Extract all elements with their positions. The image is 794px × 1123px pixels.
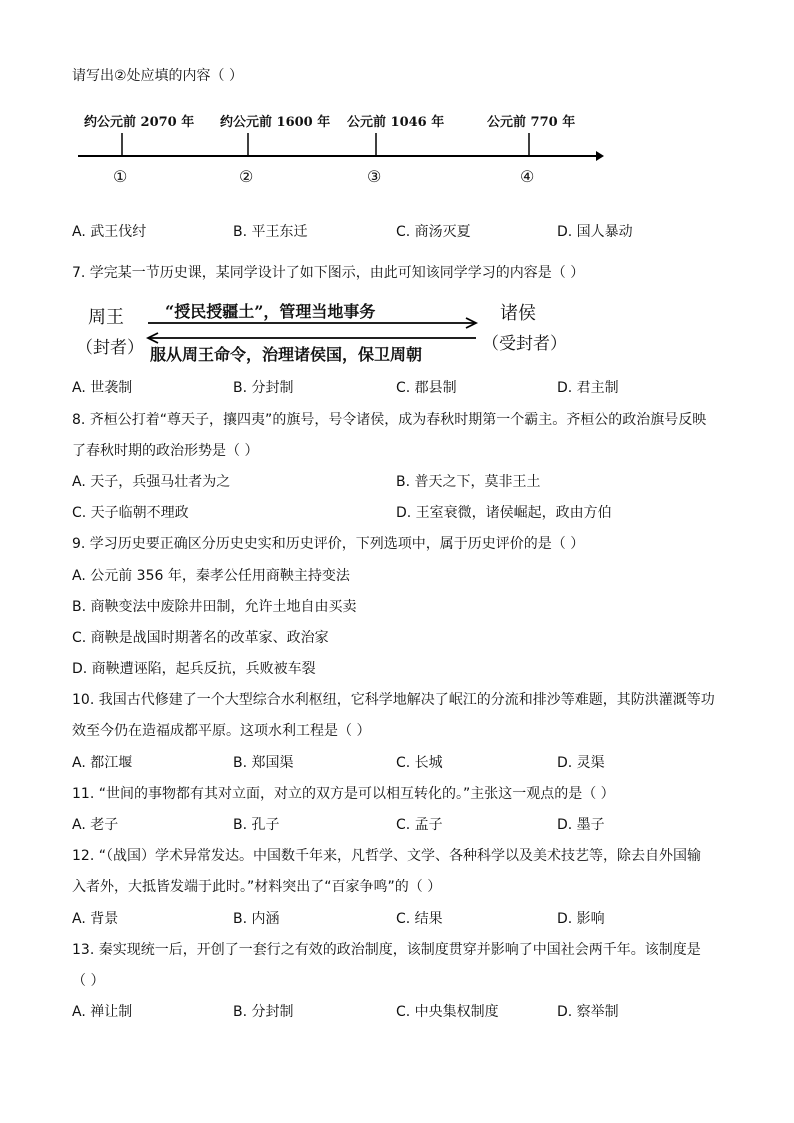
- diagram-left-sub: （封者）: [76, 338, 144, 358]
- q13-option-a[interactable]: A. 禅让制: [72, 1004, 133, 1020]
- q10-option-c[interactable]: C. 长城: [396, 755, 443, 771]
- q11-stem: 11. “世间的事物都有其对立面，对立的双方是可以相互转化的。”主张这一观点的是（ ）: [72, 786, 615, 802]
- q7-option-b[interactable]: B. 分封制: [233, 380, 294, 396]
- q6-prompt: 请写出②处应填的内容（ ）: [72, 68, 244, 84]
- q6-option-c[interactable]: C. 商汤灭夏: [396, 224, 471, 240]
- q7-option-d[interactable]: D. 君主制: [557, 380, 619, 396]
- q12-stem-line1: 12. “（战国）学术异常发达。中国数千年来，凡哲学、文学、各种科学以及美术技艺等，除去自外国输: [72, 848, 701, 864]
- timeline-marker-4: ④: [520, 167, 535, 186]
- q11-option-b[interactable]: B. 孔子: [233, 817, 280, 833]
- diagram-arrows: [0, 300, 794, 360]
- timeline-marker-2: ②: [239, 167, 254, 186]
- q13-stem-line1: 13. 秦实现统一后，开创了一套行之有效的政治制度，该制度贯穿并影响了中国社会两千年。该制度是: [72, 942, 701, 958]
- q13-option-b[interactable]: B. 分封制: [233, 1004, 294, 1020]
- q7-option-c[interactable]: C. 郡县制: [396, 380, 457, 396]
- q9-stem: 9. 学习历史要正确区分历史史实和历史评价，下列选项中，属于历史评价的是（ ）: [72, 536, 585, 552]
- q13-option-c[interactable]: C. 中央集权制度: [396, 1004, 499, 1020]
- q11-option-c[interactable]: C. 孟子: [396, 817, 443, 833]
- diagram-top-text: “授民授疆土”，管理当地事务: [165, 302, 376, 321]
- q9-option-b[interactable]: B. 商鞅变法中废除井田制，允许土地自由买卖: [72, 599, 357, 615]
- timeline-arrowhead: [596, 151, 604, 161]
- q12-option-a[interactable]: A. 背景: [72, 911, 119, 927]
- q9-option-a[interactable]: A. 公元前 356 年，秦孝公任用商鞅主持变法: [72, 568, 350, 584]
- q7-option-a[interactable]: A. 世袭制: [72, 380, 133, 396]
- diagram-right-title: 诸侯: [500, 303, 536, 324]
- q8-stem-line2: 了春秋时期的政治形势是（ ）: [72, 443, 259, 459]
- timeline-label-4: 公元前 770 年: [487, 115, 576, 130]
- timeline-label-2: 约公元前 1600 年: [220, 115, 331, 130]
- q7-stem: 7. 学完某一节历史课，某同学设计了如下图示，由此可知该同学学习的内容是（ ）: [72, 265, 585, 281]
- timeline-label-1: 约公元前 2070 年: [84, 115, 195, 130]
- q10-option-a[interactable]: A. 都江堰: [72, 755, 133, 771]
- q9-option-c[interactable]: C. 商鞅是战国时期著名的改革家、政治家: [72, 630, 329, 646]
- q6-option-a[interactable]: A. 武王伐纣: [72, 224, 147, 240]
- timeline-marker-1: ①: [113, 167, 128, 186]
- q8-option-a[interactable]: A. 天子，兵强马壮者为之: [72, 474, 231, 490]
- q10-option-d[interactable]: D. 灵渠: [557, 755, 605, 771]
- q12-option-b[interactable]: B. 内涵: [233, 911, 280, 927]
- q10-stem-line2: 效至今仍在造福成都平原。这项水利工程是（ ）: [72, 723, 371, 739]
- q8-option-d[interactable]: D. 王室衰微，诸侯崛起，政由方伯: [396, 505, 612, 521]
- q6-option-b[interactable]: B. 平王东迁: [233, 224, 308, 240]
- q9-option-d[interactable]: D. 商鞅遭诬陷，起兵反抗，兵败被车裂: [72, 661, 316, 677]
- diagram-left-title: 周王: [88, 307, 124, 328]
- q8-stem-line1: 8. 齐桓公打着“尊天子，攘四夷”的旗号，号令诸侯，成为春秋时期第一个霸主。齐桓公的政治旗号反映: [72, 412, 707, 428]
- q10-option-b[interactable]: B. 郑国渠: [233, 755, 294, 771]
- timeline-label-3: 公元前 1046 年: [347, 115, 445, 130]
- q10-stem-line1: 10. 我国古代修建了一个大型综合水利枢纽，它科学地解决了岷江的分流和排沙等难题，其防洪灌溉等功: [72, 692, 715, 708]
- q12-stem-line2: 入者外，大抵皆发端于此时。”材料突出了“百家争鸣”的（ ）: [72, 879, 442, 895]
- q13-stem-line2: （ ）: [72, 973, 105, 989]
- q11-option-a[interactable]: A. 老子: [72, 817, 119, 833]
- q8-option-c[interactable]: C. 天子临朝不理政: [72, 505, 189, 521]
- q12-option-c[interactable]: C. 结果: [396, 911, 443, 927]
- q11-option-d[interactable]: D. 墨子: [557, 817, 605, 833]
- diagram-right-sub: （受封者）: [482, 334, 567, 354]
- timeline-marker-3: ③: [367, 167, 382, 186]
- diagram-bottom-text: 服从周王命令，治理诸侯国，保卫周朝: [150, 345, 423, 364]
- q13-option-d[interactable]: D. 察举制: [557, 1004, 619, 1020]
- q8-option-b[interactable]: B. 普天之下，莫非王土: [396, 474, 541, 490]
- q12-option-d[interactable]: D. 影响: [557, 911, 605, 927]
- q6-option-d[interactable]: D. 国人暴动: [557, 224, 633, 240]
